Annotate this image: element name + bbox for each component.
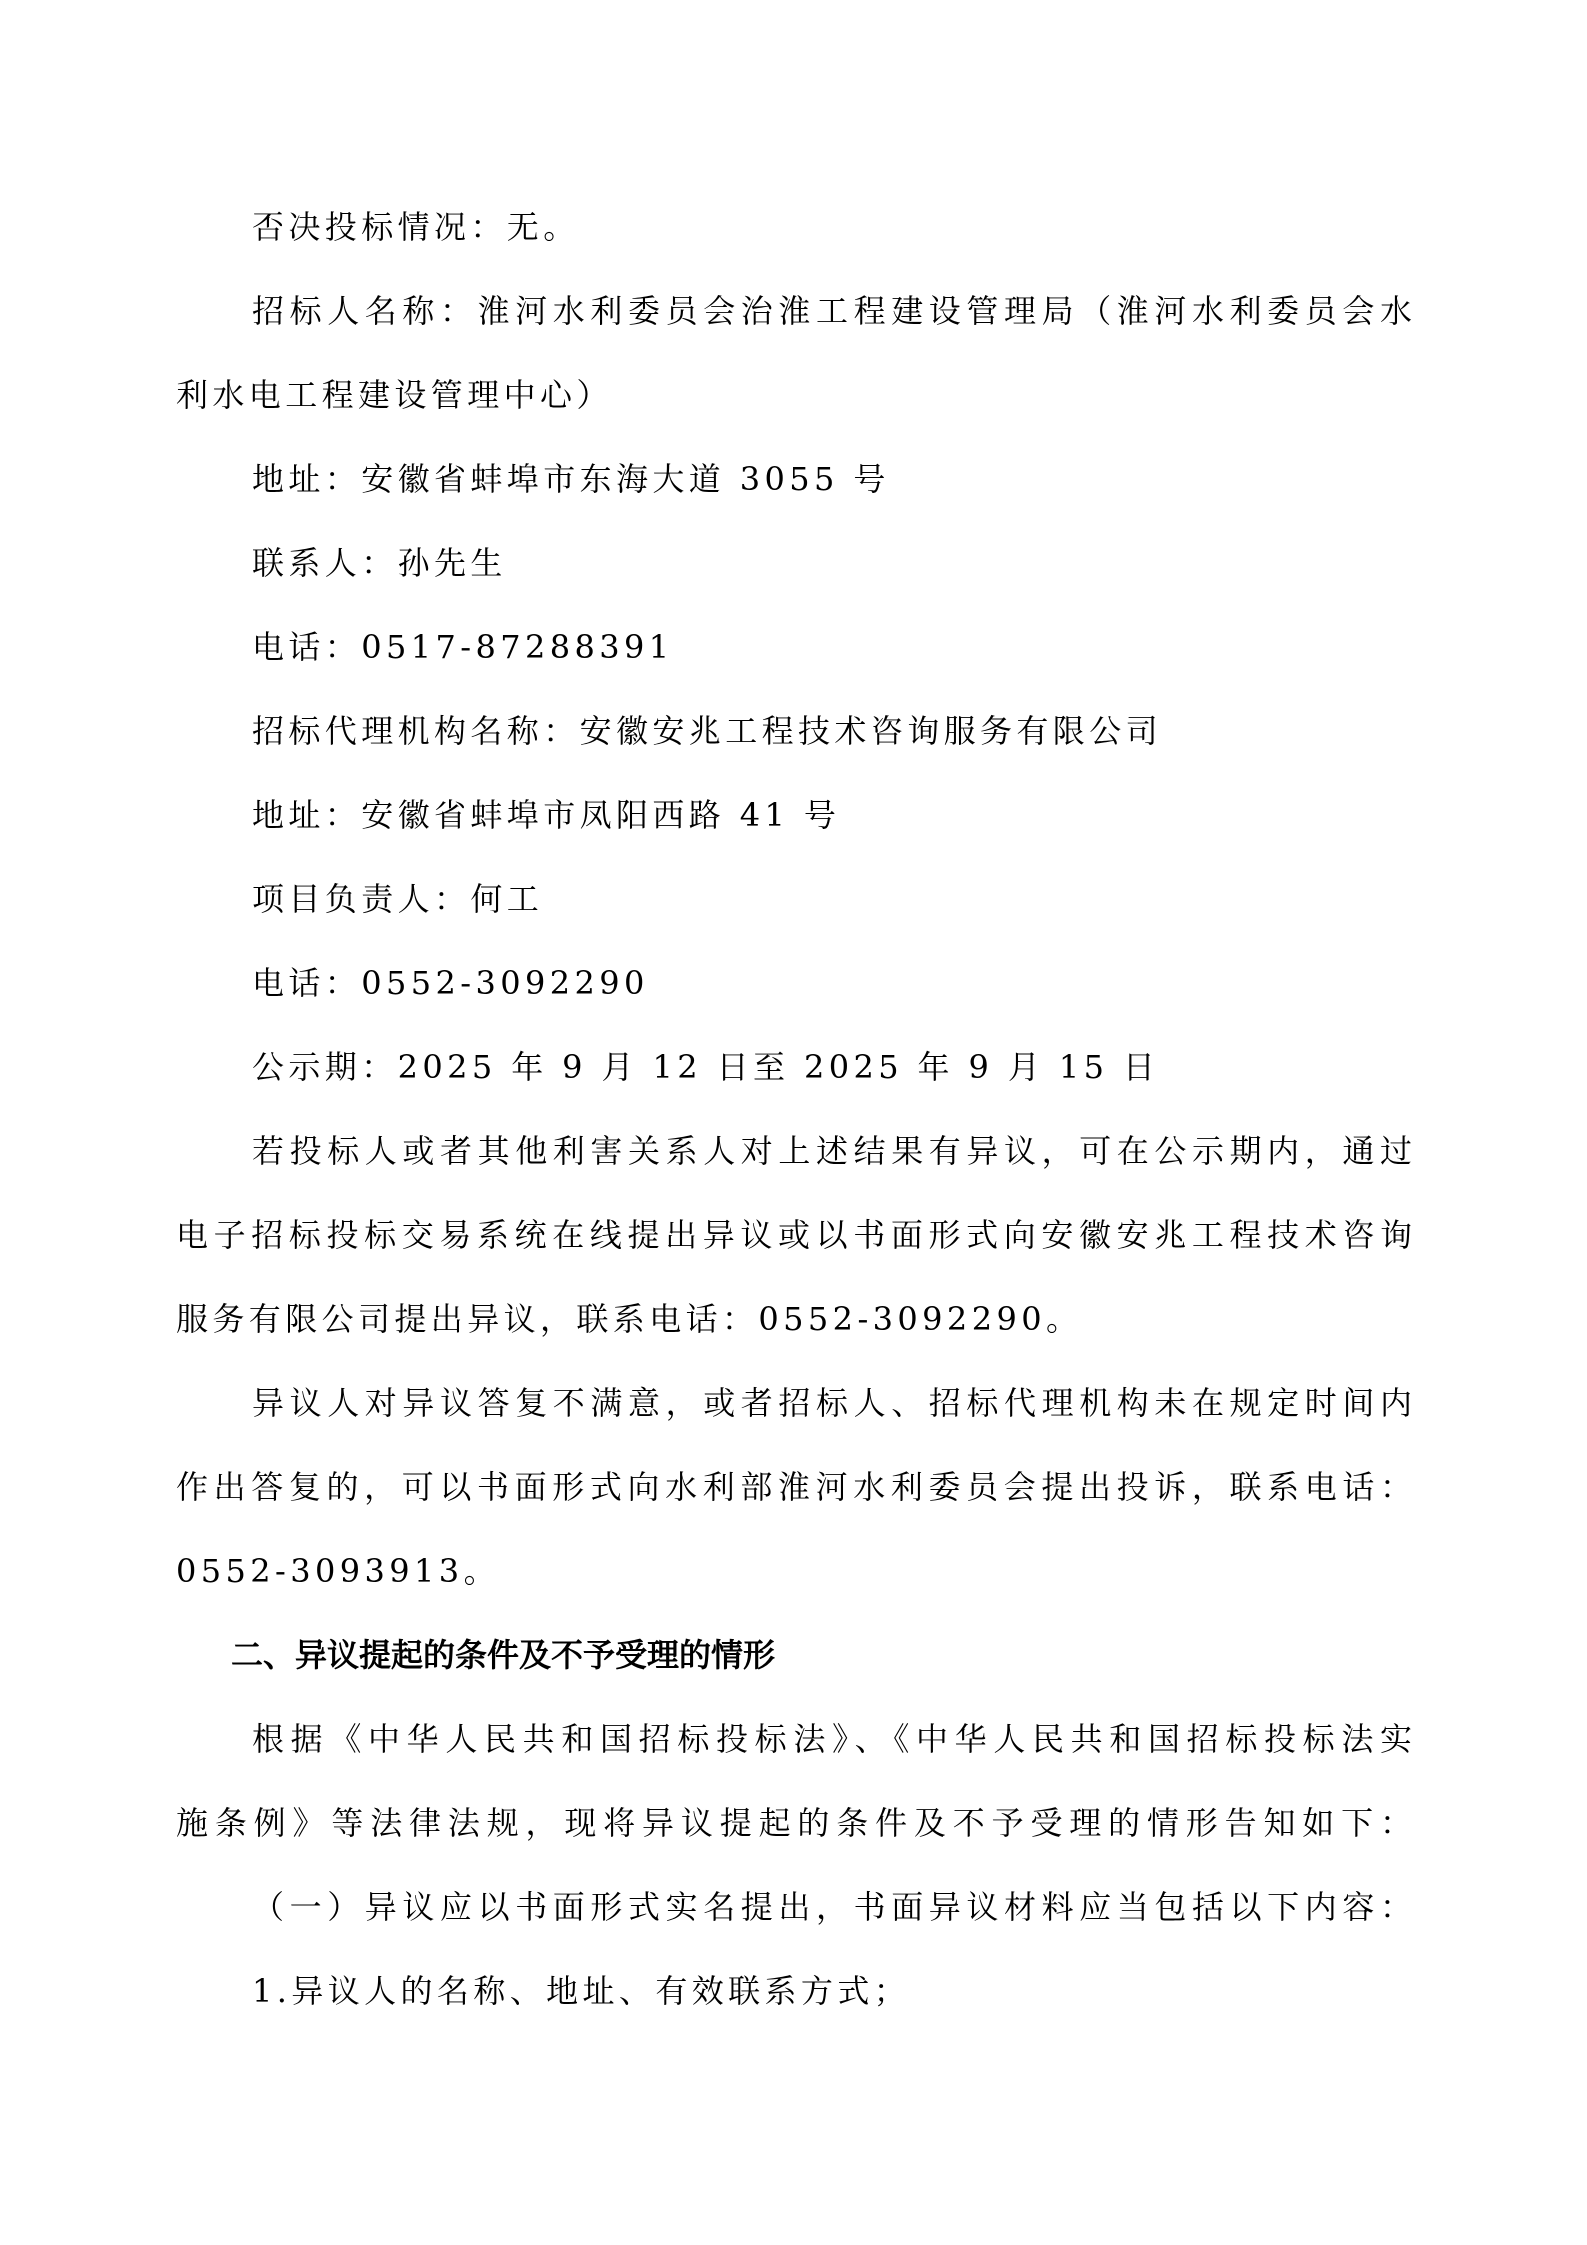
text-line: 若投标人或者其他利害关系人对上述结果有异议，可在公示期内，通过 (252, 1132, 1414, 1170)
text-line: 电话：0552-3092290 (252, 964, 649, 1002)
text-line: 根据《中华人民共和国招标投标法》、《中华人民共和国招标投标法实 (252, 1720, 1414, 1758)
text-line: 作出答复的，可以书面形式向水利部淮河水利委员会提出投诉，联系电话： (176, 1468, 1414, 1506)
text-line: 电子招标投标交易系统在线提出异议或以书面形式向安徽安兆工程技术咨询 (176, 1216, 1414, 1254)
text-line: 0552-3093913。 (176, 1552, 500, 1590)
text-line: 项目负责人：何工 (252, 880, 544, 918)
text-line: 异议人对异议答复不满意，或者招标人、招标代理机构未在规定时间内 (252, 1384, 1414, 1422)
text-line: 利水电工程建设管理中心） (176, 376, 613, 414)
text-line: 施条例》等法律法规，现将异议提起的条件及不予受理的情形告知如下： (176, 1804, 1414, 1842)
text-line: 公示期：2025 年 9 月 12 日至 2025 年 9 月 15 日 (252, 1048, 1160, 1086)
document-page (176, 185, 1414, 2033)
text-line: 1.异议人的名称、地址、有效联系方式； (252, 1972, 911, 2010)
text-line: 招标人名称：淮河水利委员会治淮工程建设管理局（淮河水利委员会水 (252, 292, 1414, 330)
text-line: 否决投标情况：无。 (252, 208, 580, 246)
text-line: 电话：0517-87288391 (252, 628, 674, 666)
section-heading: 二、异议提起的条件及不予受理的情形 (231, 1636, 776, 1674)
text-line: 地址：安徽省蚌埠市东海大道 3055 号 (252, 460, 890, 498)
text-line: 招标代理机构名称：安徽安兆工程技术咨询服务有限公司 (252, 712, 1163, 750)
text-line: 地址：安徽省蚌埠市凤阳西路 41 号 (252, 796, 841, 834)
text-line: （一）异议应以书面形式实名提出，书面异议材料应当包括以下内容： (252, 1888, 1414, 1926)
text-line: 服务有限公司提出异议，联系电话：0552-3092290。 (176, 1300, 1083, 1338)
text-line: 联系人：孙先生 (252, 544, 507, 582)
